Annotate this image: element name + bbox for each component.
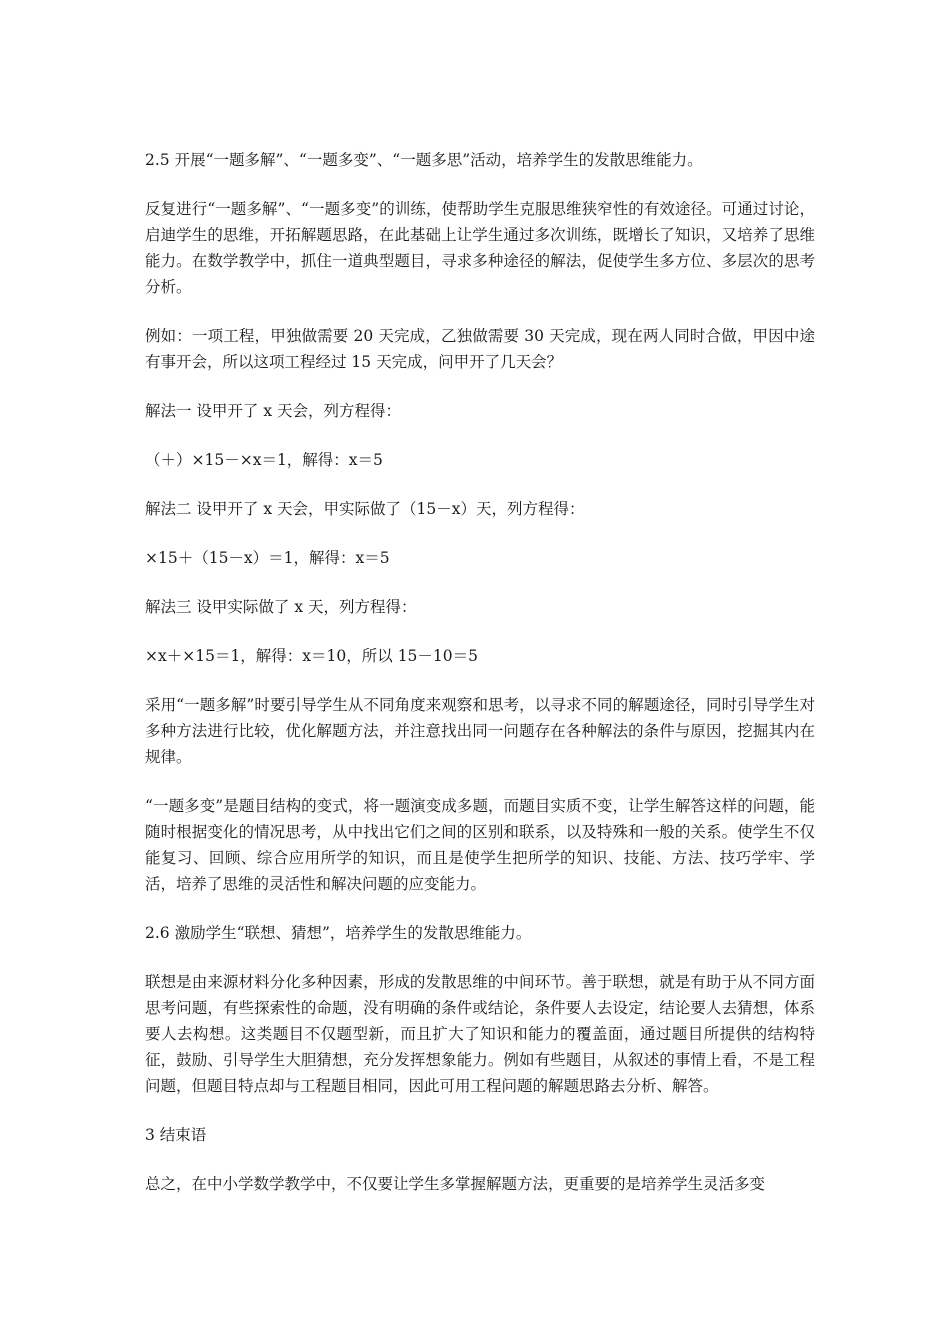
body-paragraph: 采用“一题多解”时要引导学生从不同角度来观察和思考，以寻求不同的解题途径，同时引导学生对多种方法进行比较，优化解题方法，并注意找出同一问题存在各种解法的条件与原因，挖掘其内在规律。: [145, 696, 815, 766]
example-problem: 例如：一项工程，甲独做需要 20 天完成，乙独做需要 30 天完成，现在两人同时合做，甲因中途有事开会，所以这项工程经过 15 天完成，问甲开了几天会？: [145, 327, 815, 371]
section-heading-2-5: 2.5 开展“一题多解”、“一题多变”、“一题多思”活动，培养学生的发散思维能力。: [145, 151, 703, 169]
body-paragraph: 反复进行“一题多解”、“一题多变”的训练，使帮助学生克服思维狭窄性的有效途径。可通过讨论，启迪学生的思维，开拓解题思路，在此基础上让学生通过多次训练，既增长了知识，又培养了思维能力。在数学教学中，抓住一道典型题目，寻求多种途径的解法，促使学生多方位、多层次的思考分析。: [145, 200, 815, 296]
solution-two-heading: 解法二 设甲开了 x 天会，甲实际做了（15－x）天，列方程得：: [145, 500, 585, 518]
body-paragraph: 总之，在中小学数学教学中，不仅要让学生多掌握解题方法，更重要的是培养学生灵活多变: [145, 1175, 766, 1193]
document-body: [145, 147, 815, 1220]
solution-three-equation: ×x＋×15＝1，解得：x＝10，所以 15－10＝5: [145, 647, 479, 665]
solution-one-equation: （＋）×15－×x＝1，解得：x＝5: [145, 451, 383, 469]
solution-one-heading: 解法一 设甲开了 x 天会，列方程得：: [145, 402, 402, 420]
solution-two-equation: ×15＋（15－x）＝1，解得：x＝5: [145, 549, 390, 567]
solution-three-heading: 解法三 设甲实际做了 x 天，列方程得：: [145, 598, 417, 616]
section-heading-3: 3 结束语: [145, 1126, 207, 1144]
body-paragraph: “一题多变”是题目结构的变式，将一题演变成多题，而题目实质不变，让学生解答这样的问题，能随时根据变化的情况思考，从中找出它们之间的区别和联系，以及特殊和一般的关系。使学生不仅能复习、回顾、综合应用所学的知识，而且是使学生把所学的知识、技能、方法、技巧学牢、学活，培养了思维的灵活性和解决问题的应变能力。: [145, 797, 815, 893]
body-paragraph: 联想是由来源材料分化多种因素，形成的发散思维的中间环节。善于联想，就是有助于从不同方面思考问题，有些探索性的命题，没有明确的条件或结论，条件要人去设定，结论要人去猜想，体系要人去构想。这类题目不仅题型新，而且扩大了知识和能力的覆盖面，通过题目所提供的结构特征，鼓励、引导学生大胆猜想，充分发挥想象能力。例如有些题目，从叙述的事情上看，不是工程问题，但题目特点却与工程题目相同，因此可用工程问题的解题思路去分析、解答。: [145, 973, 815, 1095]
section-heading-2-6: 2.6 激励学生“联想、猜想”，培养学生的发散思维能力。: [145, 924, 532, 942]
